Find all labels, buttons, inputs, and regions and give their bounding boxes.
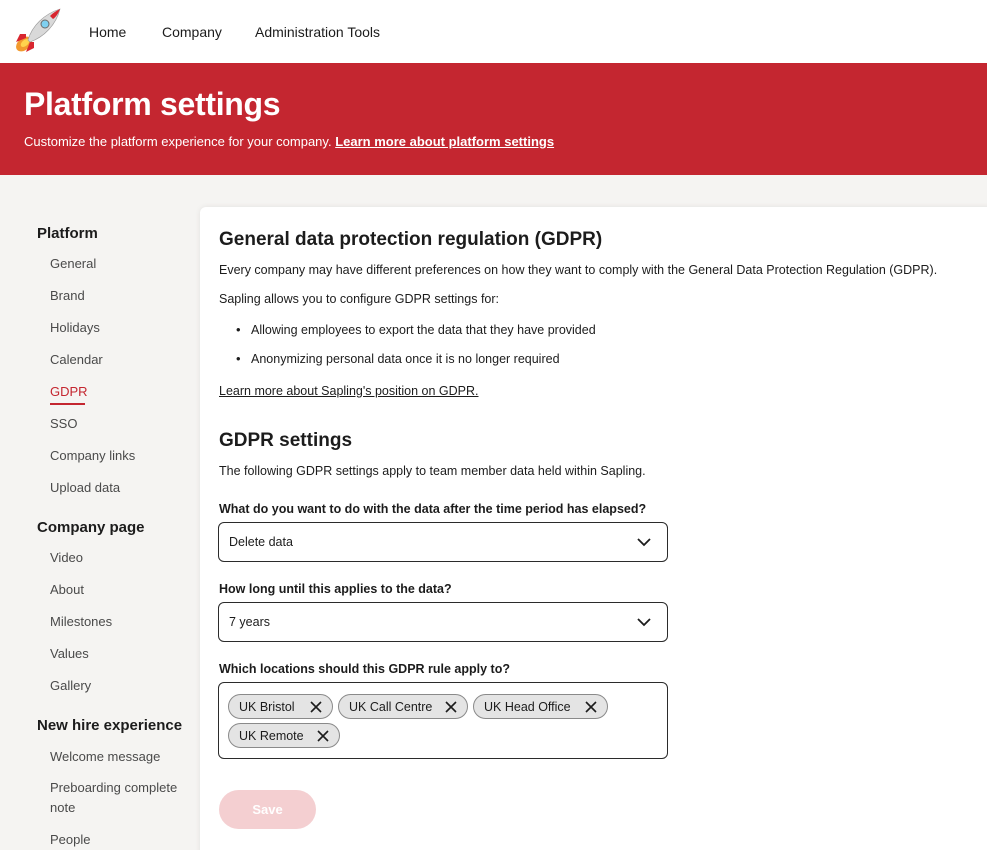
sidebar-item-gdpr[interactable]: GDPR [50, 382, 88, 402]
top-navigation [0, 0, 987, 63]
location-chip-uk-call-centre [338, 694, 468, 719]
close-icon[interactable] [445, 701, 457, 713]
gdpr-intro-text: Every company may have different preferences on how they want to comply with the General Data Protection Regulation (GDPR). [219, 263, 938, 277]
nav-company[interactable]: Company [162, 24, 222, 40]
sidebar-item-about[interactable]: About [50, 582, 84, 597]
learn-more-platform-link[interactable]: Learn more about platform settings [335, 134, 555, 149]
save-button-label: Save [252, 802, 283, 817]
gdpr-settings-title: GDPR settings [219, 430, 353, 451]
nav-administration-tools[interactable]: Administration Tools [255, 24, 381, 40]
duration-question-label: How long until this applies to the data? [219, 582, 452, 596]
sidebar-item-brand[interactable]: Brand [50, 288, 85, 303]
sidebar-heading-new-hire-experience: New hire experience [37, 717, 183, 734]
sidebar-item-video[interactable]: Video [50, 550, 84, 565]
page-banner [0, 63, 987, 175]
sidebar-item-sso[interactable]: SSO [50, 416, 78, 431]
chevron-down-icon [637, 537, 651, 547]
subtitle-text: Customize the platform experience for your company. [24, 134, 332, 149]
sidebar-item-upload-data[interactable]: Upload data [50, 480, 121, 495]
close-icon[interactable] [317, 730, 329, 742]
nav-home[interactable]: Home [89, 24, 127, 40]
sidebar-item-milestones[interactable]: Milestones [50, 614, 113, 629]
location-chip-uk-head-office [473, 694, 608, 719]
sidebar-item-calendar[interactable]: Calendar [50, 352, 103, 367]
locations-question-label: Which locations should this GDPR rule apply to? [219, 662, 510, 676]
page-subtitle [24, 134, 554, 149]
sidebar-heading-company-page: Company page [37, 519, 145, 536]
gdpr-settings-text: The following GDPR settings apply to team member data held within Sapling. [219, 464, 646, 478]
sidebar-item-holidays[interactable]: Holidays [50, 320, 100, 335]
gdpr-settings-panel [200, 207, 987, 850]
sidebar-item-values[interactable]: Values [50, 646, 89, 661]
chip-label: UK Call Centre [349, 700, 433, 714]
data-action-value: Delete data [229, 535, 293, 549]
save-button[interactable] [219, 790, 316, 829]
sidebar-item-people[interactable]: People [50, 832, 91, 847]
page-title: Platform settings [24, 86, 281, 122]
gdpr-allows-text: Sapling allows you to configure GDPR settings for: [219, 292, 499, 306]
sidebar-item-preboarding-complete[interactable]: Preboarding complete [50, 780, 178, 795]
action-question-label: What do you want to do with the data after the time period has elapsed? [219, 502, 647, 516]
location-chip-uk-bristol [228, 694, 333, 719]
sidebar-item-general[interactable]: General [50, 256, 97, 271]
close-icon[interactable] [310, 701, 322, 713]
gdpr-bullet-export: • Allowing employees to export the data that they have provided [251, 323, 596, 337]
settings-sidebar [0, 175, 200, 850]
rocket-logo-icon[interactable] [12, 4, 66, 56]
chevron-down-icon [637, 617, 651, 627]
location-chip-uk-remote [228, 723, 340, 748]
chip-label: UK Remote [239, 729, 304, 743]
chip-label: UK Bristol [239, 700, 295, 714]
learn-more-gdpr-link[interactable]: Learn more about Sapling's position on GDPR. [219, 384, 479, 398]
data-action-select[interactable] [218, 522, 668, 562]
sidebar-item-preboarding-note[interactable]: note [50, 800, 76, 815]
gdpr-bullet-anonymize: • Anonymizing personal data once it is no longer required [251, 352, 560, 366]
sidebar-heading-platform: Platform [37, 225, 98, 242]
duration-select[interactable] [218, 602, 668, 642]
sidebar-item-company-links[interactable]: Company links [50, 448, 136, 463]
duration-value: 7 years [229, 615, 270, 629]
gdpr-section-title: General data protection regulation (GDPR) [219, 229, 603, 250]
close-icon[interactable] [585, 701, 597, 713]
chip-label: UK Head Office [484, 700, 571, 714]
sidebar-item-gallery[interactable]: Gallery [50, 678, 92, 693]
locations-multiselect[interactable] [218, 682, 668, 759]
sidebar-item-welcome-message[interactable]: Welcome message [50, 749, 161, 764]
